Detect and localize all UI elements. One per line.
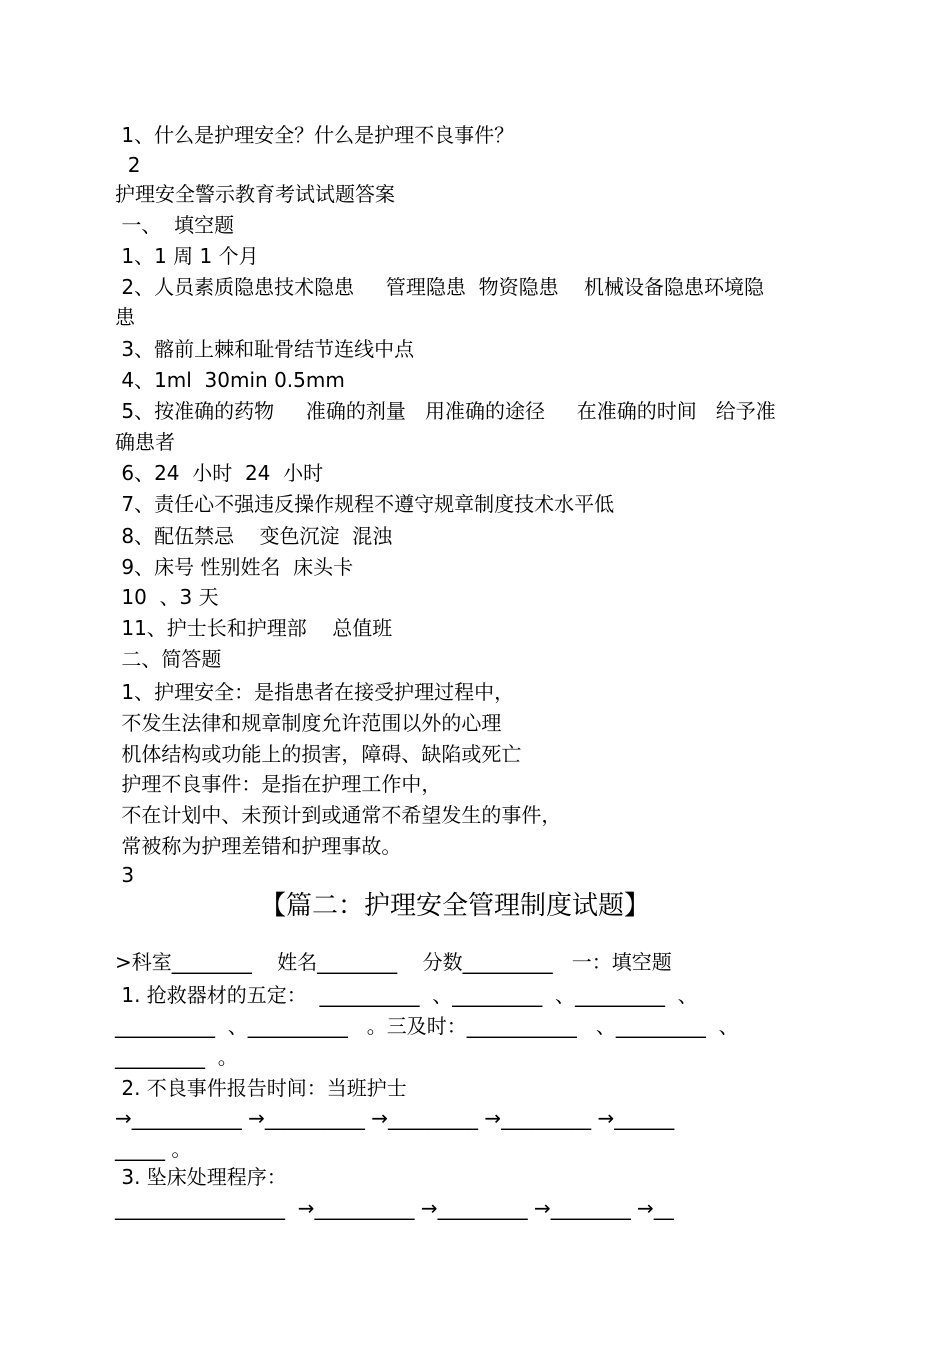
answer-line: 1、1 周 1 个月 [115, 244, 259, 268]
answer-line: 3、髂前上棘和耻骨结节连线中点 [115, 337, 415, 361]
answer-line: 5、按准确的药物 准确的剂量 用准确的途径 在准确的时间 给予准 [115, 399, 776, 423]
answer-line: 机体结构或功能上的损害，障碍、缺陷或死亡 [115, 742, 522, 766]
answer-line: 确患者 [115, 430, 175, 454]
page-number: 3 [115, 863, 135, 887]
exam-question-line: 1. 抢救器材的五定： __________ 、_________ 、_________ 、 [115, 983, 698, 1007]
exam-question-line: _____ 。 [115, 1137, 192, 1161]
answer-line: 1、护理安全：是指患者在接受护理过程中， [115, 680, 515, 704]
answer-line: 9、床号 性别姓名 床头卡 [115, 555, 354, 579]
question-line: 1、什么是护理安全？什么是护理不良事件？ [115, 123, 515, 147]
exam-question-line: _________ 。 [115, 1045, 238, 1069]
answer-line: 患 [115, 305, 135, 329]
section-heading-fill-blank: 一、 填空题 [115, 213, 235, 237]
answer-heading: 护理安全警示教育考试试题答案 [115, 182, 395, 206]
exam-question-line: _________________ →__________ →_________ →________ →__ [115, 1196, 674, 1220]
exam-question-line: 3. 坠床处理程序： [115, 1165, 287, 1189]
answer-line: 11、护士长和护理部 总值班 [115, 616, 393, 640]
answer-line: 护理不良事件：是指在护理工作中， [115, 772, 442, 796]
answer-line: 不发生法律和规章制度允许范围以外的心理 [115, 711, 502, 735]
exam-question-line: __________ 、__________ 。三及时：___________ 、_________ 、 [115, 1014, 739, 1038]
answer-line: 10 、3 天 [115, 585, 219, 609]
answer-line: 7、责任心不强违反操作规程不遵守规章制度技术水平低 [115, 492, 615, 516]
answer-line: 常被称为护理差错和护理事故。 [115, 834, 402, 858]
exam-question-line: 2. 不良事件报告时间：当班护士 [115, 1076, 407, 1100]
answer-line: 6、24 小时 24 小时 [115, 461, 324, 485]
answer-line: 8、配伍禁忌 变色沉淀 混浊 [115, 524, 393, 548]
answer-line: 4、1ml 30min 0.5mm [115, 368, 345, 392]
page-number: 2 [115, 153, 141, 177]
exam-header-line: >科室________ 姓名________ 分数_________ 一：填空题 [115, 950, 672, 974]
answer-line: 2、人员素质隐患技术隐患 管理隐患 物资隐患 机械设备隐患环境隐 [115, 275, 765, 299]
answer-line: 不在计划中、未预计到或通常不希望发生的事件， [115, 803, 562, 827]
section-heading-short-answer: 二、简答题 [115, 647, 222, 671]
exam-question-line: →___________ →__________ →_________ →_________ →______ [115, 1106, 675, 1130]
section-title: 【篇二：护理安全管理制度试题】 [259, 891, 650, 921]
